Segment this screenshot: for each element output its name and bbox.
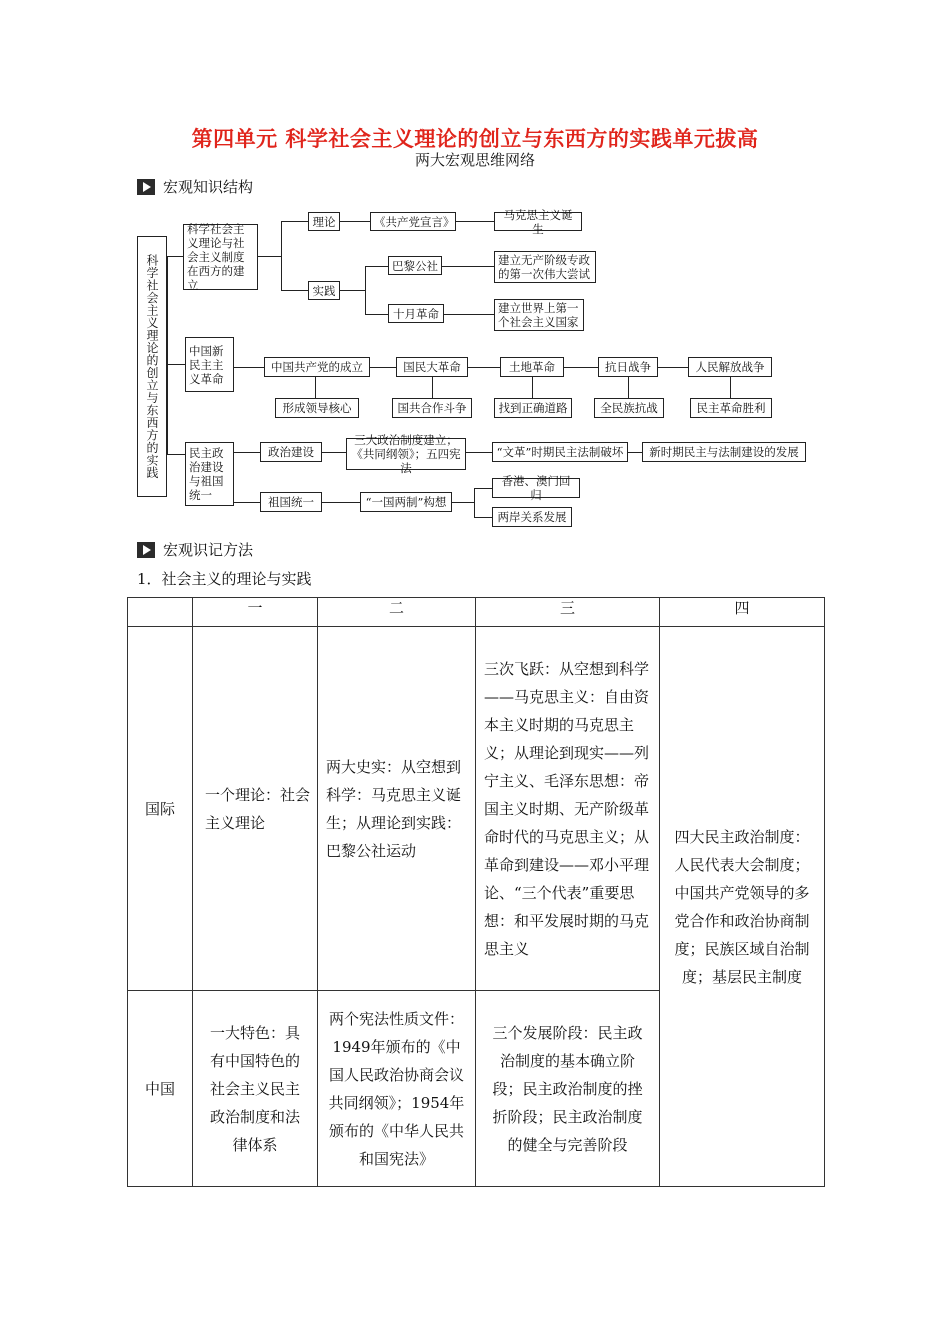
october-box: 十月革命	[388, 304, 444, 323]
page-title: 第四单元 科学社会主义理论的创立与东西方的实践单元拔高	[191, 126, 759, 151]
connector	[281, 221, 308, 222]
subsection-title: 1．社会主义的理论与实践	[137, 570, 312, 588]
section-title: 宏观识记方法	[163, 541, 254, 559]
branch-democracy-unification: 民主政治建设与祖国统一	[185, 442, 234, 506]
connector	[658, 367, 688, 368]
table-header: 一	[193, 598, 318, 627]
table-cell: 一大特色：具有中国特色的社会主义民主政治制度和法律体系	[193, 991, 318, 1187]
row-label: 国际	[128, 627, 193, 991]
manifesto-box: 《共产党宣言》	[370, 212, 456, 231]
new-period-box: 新时期民主与法制建设的发展	[642, 442, 806, 462]
connector	[474, 517, 492, 518]
cultural-revolution-box: “文革”时期民主法制破坏	[492, 442, 628, 462]
one-country-box: “一国两制”构想	[360, 492, 452, 512]
connector	[474, 488, 492, 489]
all-people-box: 全民族抗战	[594, 398, 664, 418]
table-cell: 两大史实：从空想到科学：马克思主义诞生；从理论到实践：巴黎公社运动	[318, 627, 476, 991]
marxism-born-box: 马克思主义诞生	[494, 212, 582, 231]
connector	[234, 502, 260, 503]
land-revolution-box: 土地革命	[500, 357, 564, 377]
political-box: 政治建设	[260, 442, 322, 462]
root-box: 科学社会主义理论的创立与东西方的实践	[137, 236, 167, 497]
right-road-box: 找到正确道路	[494, 398, 572, 418]
national-revolution-box: 国民大革命	[396, 357, 468, 377]
connector	[234, 367, 264, 368]
connector	[456, 221, 494, 222]
liberation-war-box: 人民解放战争	[688, 357, 772, 377]
table-header: 四	[660, 598, 825, 627]
connector	[167, 454, 185, 455]
table-header-row	[128, 598, 825, 627]
connector	[281, 290, 308, 291]
paris-result-box: 建立无产阶级专政的第一次伟大尝试	[494, 251, 596, 283]
october-result-box: 建立世界上第一个社会主义国家	[494, 299, 584, 331]
leadership-box: 形成领导核心	[275, 398, 359, 418]
connector	[468, 367, 500, 368]
section-knowledge-structure	[137, 176, 253, 197]
kmt-cpc-box: 国共合作斗争	[392, 398, 472, 418]
branch-west: 科学社会主义理论与社会主义制度在西方的建立	[183, 224, 258, 290]
table-cell: 四大民主政治制度：人民代表大会制度；中国共产党领导的多党合作和政治协商制度；民族区域自治制度；基层民主制度	[660, 627, 825, 1187]
connector	[167, 256, 168, 454]
connector	[370, 367, 396, 368]
table-cell: 两个宪法性质文件：1949年颁布的《中国人民政治协商会议共同纲领》；1954年颁布的《中华人民共和国宪法》	[318, 991, 476, 1187]
practice-box: 实践	[308, 281, 340, 300]
connector	[365, 314, 388, 315]
play-icon	[137, 542, 155, 558]
play-icon	[137, 179, 155, 195]
table-cell: 三次飞跃：从空想到科学——马克思主义：自由资本主义时期的马克思主义；从理论到现实——列宁主义、毛泽东思想：帝国主义时期、无产阶级革命时代的马克思主义；从革命到建设——邓小平理论、“三个代表”重要思想：和平发展时期的马克思主义	[476, 627, 660, 991]
paris-commune-box: 巴黎公社	[388, 256, 442, 275]
connector	[258, 256, 282, 257]
connector	[322, 452, 346, 453]
cross-strait-box: 两岸关系发展	[492, 507, 572, 527]
page-subtitle: 两大宏观思维网络	[414, 151, 535, 169]
cpc-founding-box: 中国共产党的成立	[264, 357, 370, 377]
connector	[452, 502, 474, 503]
connector	[564, 367, 598, 368]
connector	[442, 266, 494, 267]
table-header: 三	[476, 598, 660, 627]
connector	[532, 377, 533, 398]
connector	[730, 377, 731, 398]
connector	[167, 256, 183, 257]
theory-practice-table	[127, 597, 825, 1187]
anti-japan-box: 抗日战争	[598, 357, 658, 377]
three-systems-box: 三大政治制度建立；《共同纲领》；五四宪法	[346, 438, 466, 470]
branch-china-revolution: 中国新民主主义革命	[185, 337, 234, 392]
table-cell: 三个发展阶段：民主政治制度的基本确立阶段；民主政治制度的挫折阶段；民主政治制度的健全与完善阶段	[476, 991, 660, 1187]
connector	[474, 488, 475, 517]
connector	[628, 452, 642, 453]
row-label: 中国	[128, 991, 193, 1187]
hk-macau-box: 香港、澳门回归	[492, 478, 580, 498]
connector	[281, 221, 282, 291]
table-row	[128, 627, 825, 991]
connector	[315, 377, 316, 398]
connector	[466, 452, 492, 453]
connector	[365, 266, 388, 267]
section-memory-method	[137, 539, 253, 560]
connector	[322, 502, 360, 503]
table-header: 二	[318, 598, 476, 627]
theory-box: 理论	[308, 212, 340, 231]
connector	[340, 290, 365, 291]
connector	[365, 266, 366, 314]
connector	[432, 377, 433, 398]
section-title: 宏观知识结构	[163, 178, 254, 196]
table-header	[128, 598, 193, 627]
connector	[628, 377, 629, 398]
connector	[340, 221, 370, 222]
connector	[444, 314, 494, 315]
table-cell: 一个理论：社会主义理论	[193, 627, 318, 991]
connector	[234, 452, 260, 453]
democratic-victory-box: 民主革命胜利	[690, 398, 772, 418]
reunification-box: 祖国统一	[260, 492, 322, 512]
connector	[167, 364, 185, 365]
